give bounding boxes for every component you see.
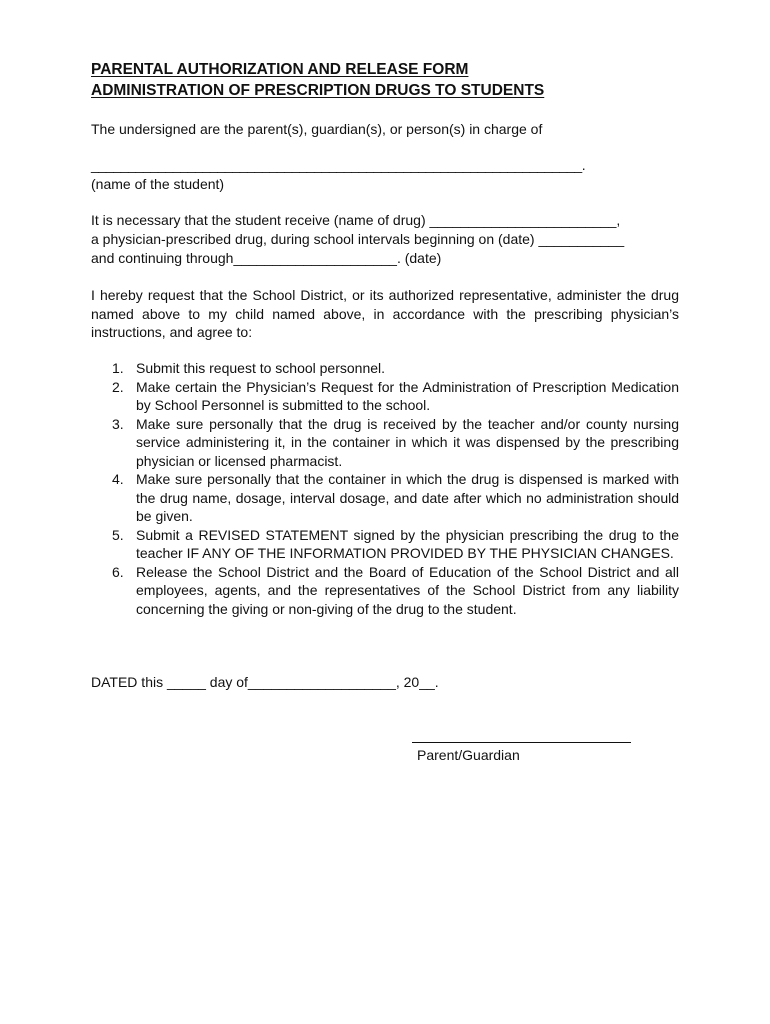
list-item <box>91 359 679 378</box>
list-item-text: Make sure personally that the container in which the drug is dispensed is marked with the drug name, dosage, interval dosage, and date after which no administration should be given. <box>136 471 679 524</box>
signature-caption: Parent/Guardian <box>417 747 520 763</box>
form-title-line-2: ADMINISTRATION OF PRESCRIPTION DRUGS TO STUDENTS <box>91 82 545 99</box>
end-date-line: and continuing through_____________________. (date) <box>91 250 442 266</box>
intro-text: The undersigned are the parent(s), guardian(s), or person(s) in charge of <box>91 121 543 137</box>
list-item <box>91 526 679 563</box>
list-item <box>91 378 679 415</box>
student-name-blank: __________________________________________________________________. <box>91 157 586 173</box>
list-item-number: 5. <box>112 526 124 543</box>
signature-line <box>412 742 631 743</box>
list-item-number: 6. <box>112 563 124 580</box>
request-paragraph: I hereby request that the School District, or its authorized representative, administer the drug named above to my child named above, in accordance with the prescribing physician’s instructions, and agree to: <box>91 287 679 340</box>
agreement-list <box>91 359 679 618</box>
list-item-number: 4. <box>112 471 124 487</box>
dated-line: DATED this _____ day of___________________, 20__. <box>91 674 439 690</box>
start-date-line: a physician-prescribed drug, during school intervals beginning on (date) ___________ <box>91 231 625 247</box>
list-item-text: Make sure personally that the drug is received by the teacher and/or county nursing service administering it, in the container in which it was dispensed by the prescribing physician or licensed pharmacist. <box>136 415 679 469</box>
list-item-text: Release the School District and the Board of Education of the School District and all employees, agents, and the representatives of the School District from any liability concerning the giving or non-giving of the drug to the student. <box>136 563 679 617</box>
list-item <box>91 563 679 619</box>
list-item <box>91 415 679 471</box>
list-item <box>91 470 679 526</box>
list-item-number: 2. <box>112 378 124 395</box>
drug-name-line: It is necessary that the student receive (name of drug) ________________________, <box>91 212 621 228</box>
list-item-text: Make certain the Physician’s Request for the Administration of Prescription Medication by School Personnel is submitted to the school. <box>136 378 679 413</box>
list-item-text: Submit this request to school personnel. <box>136 360 386 376</box>
list-item-number: 1. <box>112 360 124 376</box>
list-item-text: Submit a REVISED STATEMENT signed by the physician prescribing the drug to the teacher IF ANY OF THE INFORMATION PROVIDED BY THE PHYSICIAN CHANGES. <box>136 526 679 561</box>
list-item-number: 3. <box>112 415 124 432</box>
student-name-caption: (name of the student) <box>91 176 225 192</box>
form-title-line-1: PARENTAL AUTHORIZATION AND RELEASE FORM <box>91 61 469 78</box>
